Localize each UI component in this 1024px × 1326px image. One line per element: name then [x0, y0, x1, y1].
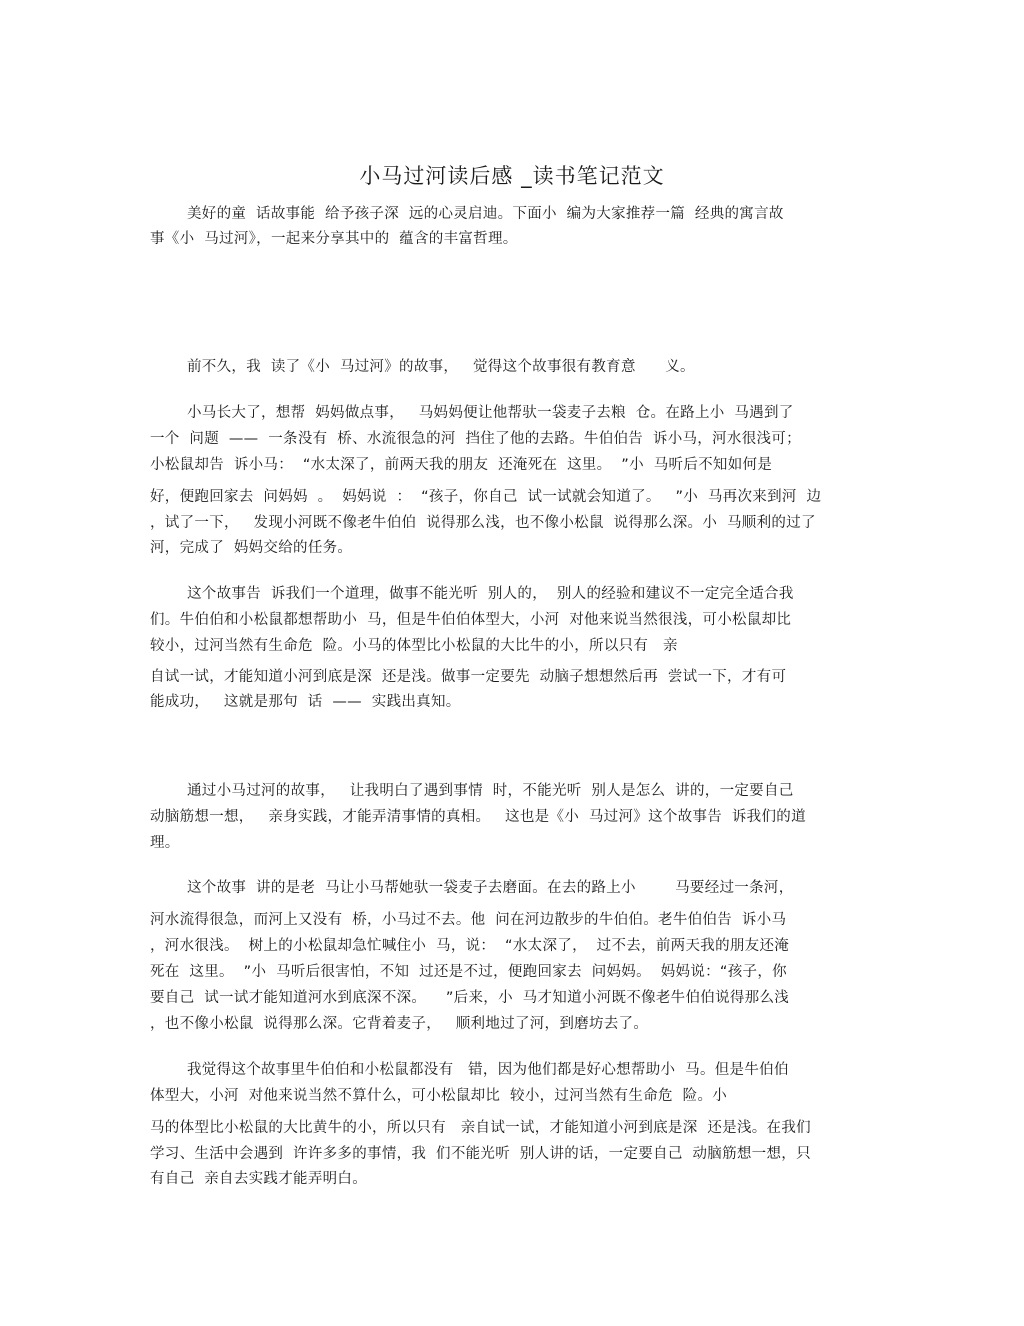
text-line: ，河水很浅。 树上的小松鼠却急忙喊住小 马，说： “水太深了， 过不去，前两天我的朋友还淹	[150, 938, 790, 954]
text-line: 理。	[150, 835, 180, 851]
text-line: 河，完成了 妈妈交给的任务。	[150, 540, 353, 556]
text-line: 学习、生活中会遇到 许许多多的事情，我 们不能光听 别人讲的话，一定要自己 动脑筋想一想，只	[150, 1146, 811, 1162]
text-line: 好，便跑回家去 问妈妈 。 妈妈说 ： “孩子，你自己 试一试就会知道了。 ”小 马再次来到河 边	[150, 489, 822, 505]
text-line: 通过小马过河的故事， 让我明白了遇到事情 时，不能光听 别人是怎么 讲的，一定要自己	[187, 783, 794, 799]
text-line: ，试了一下， 发现小河既不像老牛伯伯 说得那么浅，也不像小松鼠 说得那么深。小 马顺利的过了	[150, 515, 816, 531]
text-line: 一个 问题 —— 一条没有 桥、水流很急的河 挡住了他的去路。牛伯伯告 诉小马，河水很浅可；	[150, 431, 801, 447]
text-line: 较小，过河当然有生命危 险。小马的体型比小松鼠的大比牛的小，所以只有 亲	[150, 638, 678, 654]
text-line: 死在 这里。 ”小 马听后很害怕，不知 过还是不过，便跑回家去 问妈妈。 妈妈说：“孩子，你	[150, 964, 787, 980]
text-line: 能成功， 这就是那句 话 —— 实践出真知。	[150, 694, 461, 710]
text-line: 要自己 试一试才能知道河水到底深不深。 ”后来，小 马才知道小河既不像老牛伯伯说得那么浅	[150, 990, 790, 1006]
text-line: 体型大，小河 对他来说当然不算什么，可小松鼠却比 较小，过河当然有生命危 险。小	[150, 1088, 728, 1104]
document-title: 小马过河读后感 _读书笔记范文	[359, 164, 665, 188]
text-line: 这个故事告 诉我们一个道理，做事不能光听 别人的， 别人的经验和建议不一定完全适合我	[187, 586, 794, 602]
text-line: 河水流得很急，而河上又没有 桥，小马过不去。他 问在河边散步的牛伯伯。老牛伯伯告 诉小马	[150, 912, 787, 928]
text-line: 美好的童 话故事能 给予孩子深 远的心灵启迪。下面小 编为大家推荐一篇 经典的寓言故	[187, 206, 784, 222]
text-line: 自试一试，才能知道小河到底是深 还是浅。做事一定要先 动脑子想想然后再 尝试一下，才有可	[150, 669, 787, 685]
text-line: 事《小 马过河》，一起来分享其中的 蕴含的丰富哲理。	[150, 231, 518, 247]
text-line: 有自己 亲自去实践才能弄明白。	[150, 1171, 368, 1187]
text-line: 我觉得这个故事里牛伯伯和小松鼠都没有 错，因为他们都是好心想帮助小 马。但是牛伯伯	[187, 1062, 789, 1078]
text-line: 们。牛伯伯和小松鼠都想帮助小 马，但是牛伯伯体型大，小河 对他来说当然很浅，可小松鼠却比	[150, 612, 792, 628]
text-line: ，也不像小松鼠 说得那么深。它背着麦子， 顺利地过了河，到磨坊去了。	[150, 1016, 649, 1032]
text-line: 小马长大了，想帮 妈妈做点事， 马妈妈便让他帮驮一袋麦子去粮 仓。在路上小 马遇到了	[187, 405, 794, 421]
text-line: 前不久，我 读了《小 马过河》的故事， 觉得这个故事很有教育意 义。	[187, 359, 695, 375]
text-line: 动脑筋想一想， 亲身实践，才能弄清事情的真相。 这也是《小 马过河》这个故事告 诉我们的道	[150, 809, 806, 825]
text-line: 这个故事 讲的是老 马让小马帮她驮一袋麦子去磨面。在去的路上小 马要经过一条河，	[187, 880, 794, 896]
text-line: 马的体型比小松鼠的大比黄牛的小，所以只有 亲自试一试，才能知道小河到底是深 还是浅。在我们	[150, 1120, 811, 1136]
text-line: 小松鼠却告 诉小马： “水太深了，前两天我的朋友 还淹死在 这里。 ”小 马听后不知如何是	[150, 457, 773, 473]
